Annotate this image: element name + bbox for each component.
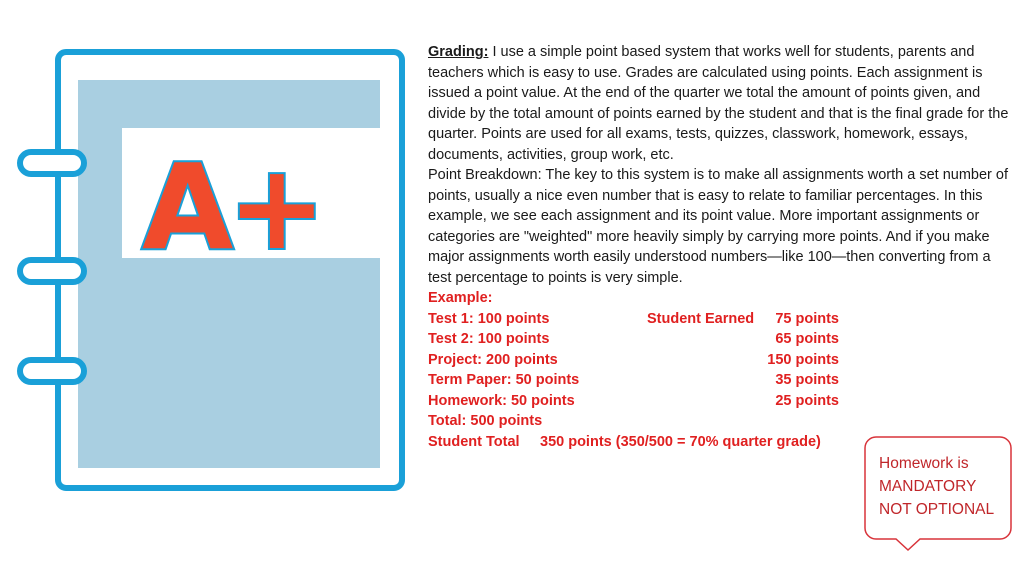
assignment-points: Test 1: 100 points (428, 310, 550, 327)
student-earned-label: Student Earned (647, 310, 755, 327)
example-row (428, 350, 1013, 371)
assignment-points: Term Paper: 50 points (428, 372, 580, 388)
grading-text-block (428, 42, 1013, 452)
example-row (428, 370, 1013, 391)
binder-ring-3 (20, 360, 84, 382)
earned-points: 150 points (767, 351, 839, 368)
earned-points: 65 points (775, 331, 839, 347)
grade-a-plus-text: A+ (142, 138, 321, 276)
grade-binder-illustration (14, 44, 414, 494)
callout-line: Homework is (879, 455, 969, 472)
callout-text (879, 452, 1009, 521)
grading-label: Grading: (428, 44, 489, 60)
point-breakdown-text: Point Breakdown: The key to this system is to make all assignments worth a set number of points, usually a nice even number that is easy to relate to familiar percentages. In this example, we see each assignment and its point value. More important assignments or categories are "weighted" more heavily simply by carrying more points. And if you make major assignments worth easily understood numbers—like 100—then converting from a test percentage to points is very simple. (428, 167, 1008, 286)
total-points: Total: 500 points (428, 413, 543, 429)
earned-points: 25 points (775, 392, 839, 409)
grading-intro-text: I use a simple point based system that works well for students, parents and teachers which is easy to use. Grades are calculated using points. Each assignment is issued a point value. At the end of the quarter we total the amount of points given, and divide by the total amount of points earned by the student and that is the final grade for the quarter. Points are used for all exams, tests, quizzes, classwork, homework, essays, documents, activities, group work, etc. (428, 44, 1009, 163)
earned-points: 35 points (775, 372, 839, 388)
example-row (428, 391, 1013, 412)
binder-ring-1 (20, 152, 84, 174)
assignment-points: Homework: 50 points (428, 392, 575, 409)
student-total-value: 350 points (350/500 = 70% quarter grade) (540, 433, 821, 450)
assignment-points: Test 2: 100 points (428, 331, 550, 347)
example-heading: Example: (428, 290, 493, 306)
assignment-points: Project: 200 points (428, 351, 558, 368)
student-total-label: Student Total (428, 433, 520, 450)
grading-intro (428, 42, 1013, 165)
binder-ring-2 (20, 260, 84, 282)
callout-line: MANDATORY (879, 478, 977, 495)
example-row (428, 329, 1013, 350)
total-row (428, 411, 1013, 432)
callout-line: NOT OPTIONAL (879, 501, 995, 518)
earned-points: 75 points (775, 310, 839, 327)
example-row (428, 309, 1013, 330)
